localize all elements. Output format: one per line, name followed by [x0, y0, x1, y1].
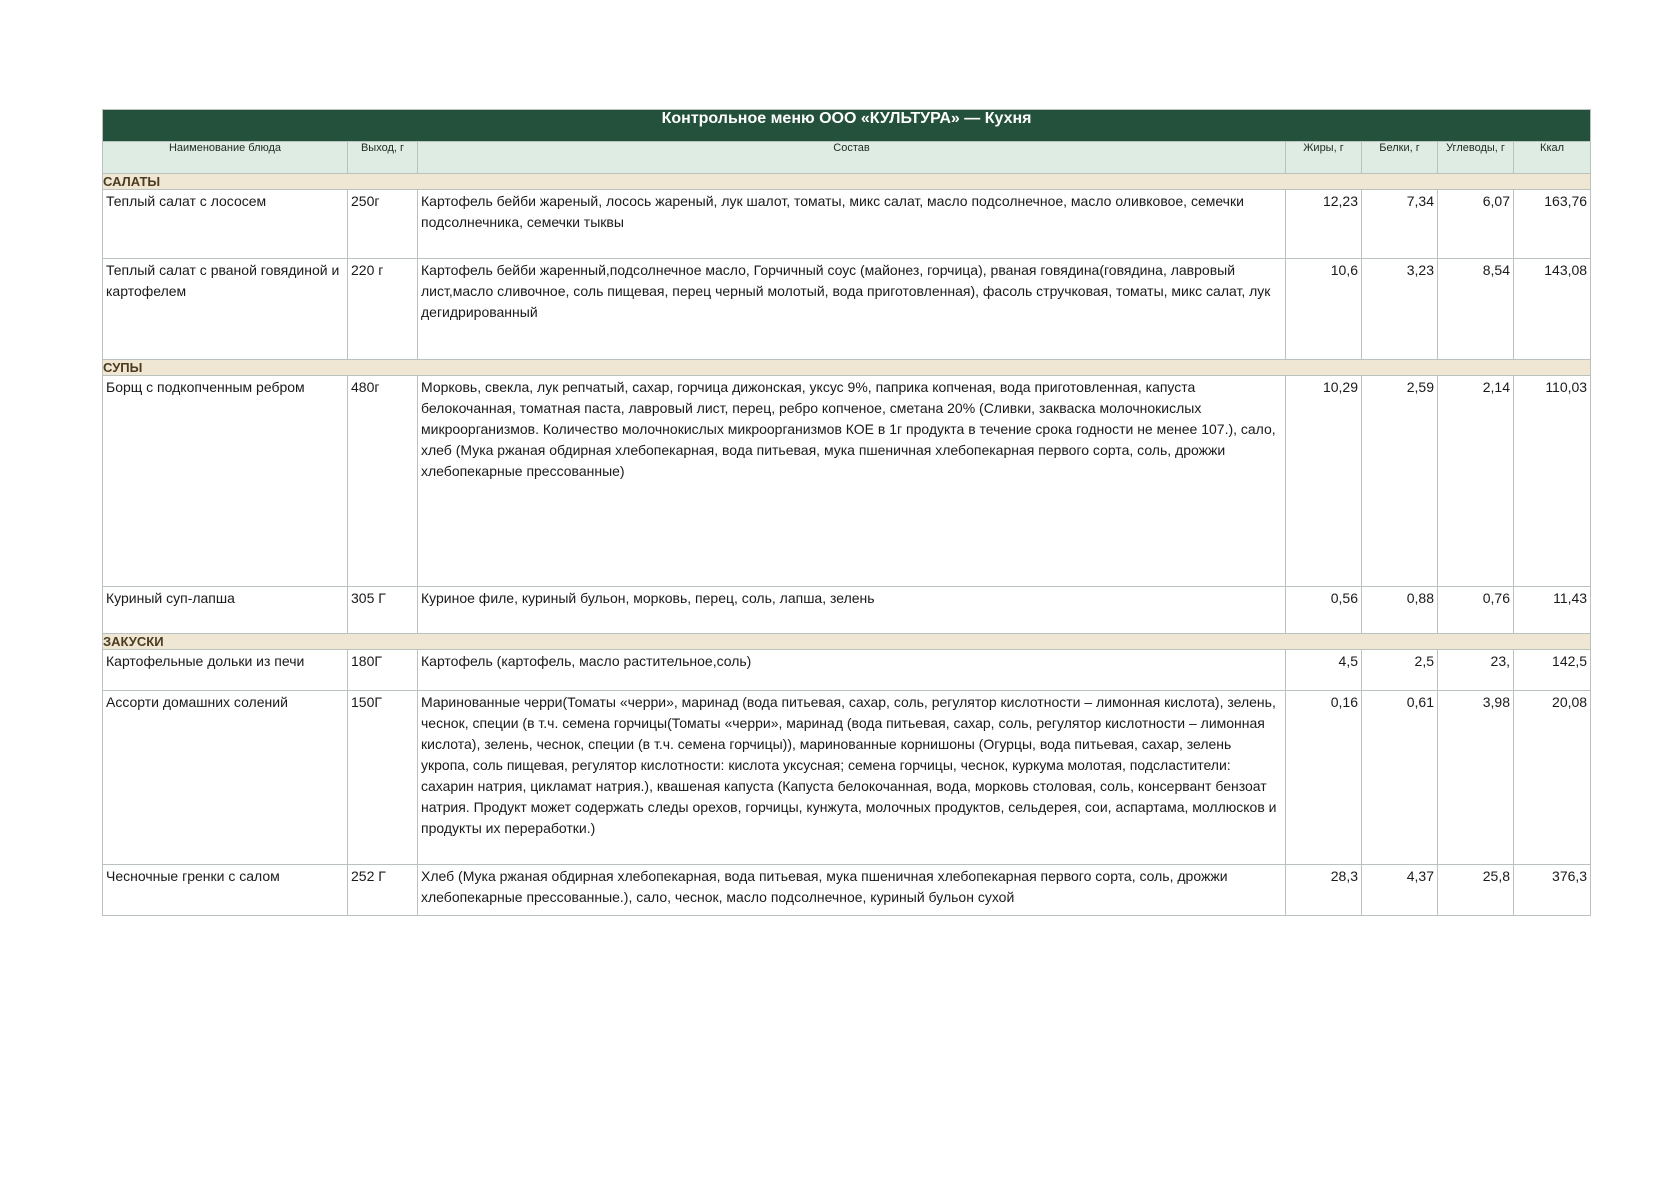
dish-protein: 3,23	[1362, 259, 1438, 360]
dish-fat: 4,5	[1286, 650, 1362, 691]
section-row-salads	[103, 174, 1591, 190]
dish-yield: 220 г	[348, 259, 418, 360]
dish-name: Ассорти домашних солений	[103, 691, 348, 865]
dish-kcal: 110,03	[1514, 376, 1591, 587]
dish-kcal: 376,3	[1514, 865, 1591, 916]
dish-yield: 180Г	[348, 650, 418, 691]
dish-protein: 4,37	[1362, 865, 1438, 916]
section-title: ЗАКУСКИ	[103, 634, 1591, 650]
dish-kcal: 143,08	[1514, 259, 1591, 360]
dish-name: Борщ с подкопченным ребром	[103, 376, 348, 587]
section-title: СУПЫ	[103, 360, 1591, 376]
dish-yield: 252 Г	[348, 865, 418, 916]
column-header-kcal: Ккал	[1514, 142, 1591, 174]
dish-fat: 10,29	[1286, 376, 1362, 587]
table-row	[103, 259, 1591, 360]
dish-kcal: 142,5	[1514, 650, 1591, 691]
column-header-carbs: Углеводы, г	[1438, 142, 1514, 174]
dish-yield: 250г	[348, 190, 418, 259]
dish-protein: 2,5	[1362, 650, 1438, 691]
menu-title: Контрольное меню ООО «КУЛЬТУРА» — Кухня	[103, 110, 1591, 142]
dish-carbs: 3,98	[1438, 691, 1514, 865]
dish-name: Теплый салат с рваной говядиной и картофелем	[103, 259, 348, 360]
header-row	[103, 142, 1591, 174]
dish-composition: Картофель бейби жаренный,подсолнечное масло, Горчичный соус (майонез, горчица), рваная говядина(говядина, лавровый лист,масло сливочное, соль пищевая, перец черный молотый, вода приготовленная), фасоль стручковая, томаты, микс салат, лук дегидрированный	[418, 259, 1286, 360]
dish-yield: 480г	[348, 376, 418, 587]
dish-composition: Куриное филе, куриный бульон, морковь, перец, соль, лапша, зелень	[418, 587, 1286, 634]
dish-composition: Картофель (картофель, масло растительное,соль)	[418, 650, 1286, 691]
dish-fat: 28,3	[1286, 865, 1362, 916]
dish-name: Картофельные дольки из печи	[103, 650, 348, 691]
dish-yield: 305 Г	[348, 587, 418, 634]
dish-carbs: 6,07	[1438, 190, 1514, 259]
dish-carbs: 25,8	[1438, 865, 1514, 916]
dish-fat: 12,23	[1286, 190, 1362, 259]
table-row	[103, 376, 1591, 587]
column-header-yield: Выход, г	[348, 142, 418, 174]
column-header-composition: Состав	[418, 142, 1286, 174]
section-row-soups	[103, 360, 1591, 376]
dish-name: Чесночные гренки с салом	[103, 865, 348, 916]
dish-kcal: 163,76	[1514, 190, 1591, 259]
dish-composition: Маринованные черри(Томаты «черри», маринад (вода питьевая, сахар, соль, регулятор кислотности – лимонная кислота), зелень, чеснок, специи (в т.ч. семена горчицы(Томаты «черри», маринад (вода питьевая, сахар, соль, регулятор кислотности – лимонная кислота), зелень, чеснок, специи (в т.ч. семена горчицы)), маринованные корнишоны (Огурцы, вода питьевая, сахар, зелень укропа, соль пищевая, регулятор кислотности: кислота уксусная; семена горчицы, чеснок, куркума молотая, подсластители: сахарин натрия, цикламат натрия.), квашеная капуста (Капуста белокочанная, вода, морковь столовая, соль, консервант бензоат натрия. Продукт может содержать следы орехов, горчицы, кунжута, молочных продуктов, сельдерея, сои, аспартама, моллюсков и продукты их переработки.)	[418, 691, 1286, 865]
dish-kcal: 20,08	[1514, 691, 1591, 865]
section-title: САЛАТЫ	[103, 174, 1591, 190]
column-header-name: Наименование блюда	[103, 142, 348, 174]
dish-fat: 10,6	[1286, 259, 1362, 360]
table-row	[103, 865, 1591, 916]
table-row	[103, 691, 1591, 865]
dish-composition: Хлеб (Мука ржаная обдирная хлебопекарная, вода питьевая, мука пшеничная хлебопекарная первого сорта, соль, дрожжи хлебопекарные прессованные.), сало, чеснок, масло подсолнечное, куриный бульон сухой	[418, 865, 1286, 916]
table-row	[103, 650, 1591, 691]
dish-carbs: 0,76	[1438, 587, 1514, 634]
column-header-protein: Белки, г	[1362, 142, 1438, 174]
dish-carbs: 8,54	[1438, 259, 1514, 360]
dish-protein: 7,34	[1362, 190, 1438, 259]
dish-name: Куриный суп-лапша	[103, 587, 348, 634]
dish-protein: 0,88	[1362, 587, 1438, 634]
menu-sheet	[102, 109, 1590, 916]
dish-carbs: 2,14	[1438, 376, 1514, 587]
column-header-fat: Жиры, г	[1286, 142, 1362, 174]
dish-yield: 150Г	[348, 691, 418, 865]
dish-protein: 0,61	[1362, 691, 1438, 865]
dish-kcal: 11,43	[1514, 587, 1591, 634]
dish-fat: 0,56	[1286, 587, 1362, 634]
dish-composition: Морковь, свекла, лук репчатый, сахар, горчица дижонская, уксус 9%, паприка копченая, вода приготовленная, капуста белокочанная, томатная паста, лавровый лист, перец, ребро копченое, сметана 20% (Сливки, закваска молочнокислых микроорганизмов. Количество молочнокислых микроорганизмов КОЕ в 1г продукта в течение срока годности не менее 107.), сало, хлеб (Мука ржаная обдирная хлебопекарная, вода питьевая, мука пшеничная хлебопекарная первого сорта, соль, дрожжи хлебопекарные прессованные)	[418, 376, 1286, 587]
menu-table	[102, 109, 1591, 916]
dish-composition: Картофель бейби жареный, лосось жареный, лук шалот, томаты, микс салат, масло подсолнечное, масло оливковое, семечки подсолнечника, семечки тыквы	[418, 190, 1286, 259]
dish-protein: 2,59	[1362, 376, 1438, 587]
table-row	[103, 190, 1591, 259]
dish-carbs: 23,	[1438, 650, 1514, 691]
dish-name: Теплый салат с лососем	[103, 190, 348, 259]
dish-fat: 0,16	[1286, 691, 1362, 865]
title-row	[103, 110, 1591, 142]
section-row-snacks	[103, 634, 1591, 650]
table-row	[103, 587, 1591, 634]
